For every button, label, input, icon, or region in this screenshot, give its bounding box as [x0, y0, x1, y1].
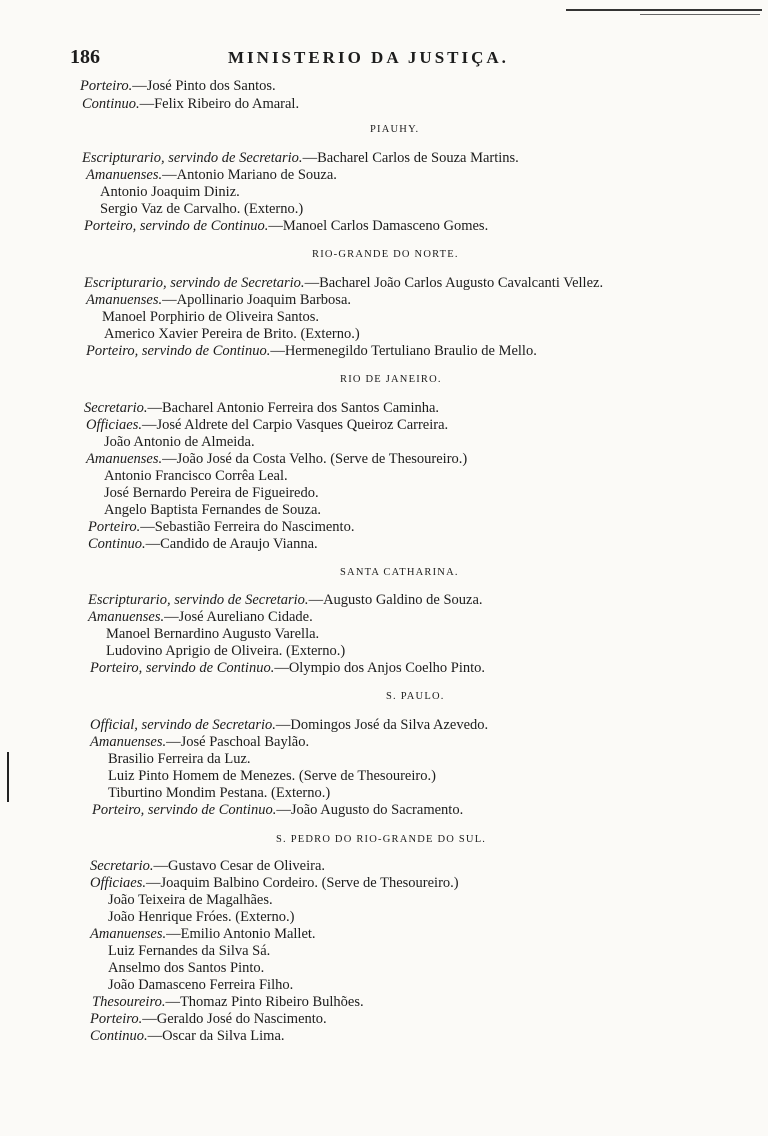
entry-text: —João Augusto do Sacramento. — [276, 802, 464, 818]
entry-role: Amanuenses. — [86, 292, 163, 308]
entry-text: —Bacharel Antonio Ferreira dos Santos Caminha. — [147, 400, 440, 416]
entry-line — [106, 643, 345, 659]
entry-role: Secretario. — [84, 400, 148, 416]
entry-line — [88, 536, 318, 552]
entry-text: —Geraldo José do Nascimento. — [142, 1011, 327, 1027]
entry-text: Antonio Francisco Corrêa Leal. — [104, 468, 288, 484]
entry-line — [88, 519, 354, 535]
entry-line — [104, 468, 288, 484]
entry-role: Amanuenses. — [90, 734, 167, 750]
entry-text: —José Aldrete del Carpio Vasques Queiroz Carreira. — [141, 417, 449, 433]
entry-line — [90, 734, 309, 750]
entry-role: Porteiro. — [88, 519, 141, 535]
entry-role: Continuo. — [88, 536, 146, 552]
entry-text: —Bacharel João Carlos Augusto Cavalcanti Vellez. — [304, 275, 604, 291]
entry-text: João Antonio de Almeida. — [104, 434, 255, 450]
margin-mark — [7, 752, 9, 802]
entry-text: —José Aureliano Cidade. — [164, 609, 313, 625]
section-title: RIO DE JANEIRO. — [340, 374, 442, 385]
entry-role: Amanuenses. — [90, 926, 167, 942]
entry-line — [108, 909, 294, 925]
section-title: SANTA CATHARINA. — [340, 567, 459, 578]
entry-line — [108, 892, 273, 908]
entry-line — [92, 802, 463, 818]
entry-role: Porteiro. — [80, 78, 133, 94]
entry-text: Sergio Vaz de Carvalho. (Externo.) — [100, 201, 304, 217]
entry-role: Official, servindo de Secretario. — [90, 717, 276, 733]
entry-text: Luiz Fernandes da Silva Sá. — [108, 943, 271, 959]
entry-text: Antonio Joaquim Diniz. — [100, 184, 240, 200]
entry-text: Manoel Bernardino Augusto Varella. — [106, 626, 320, 642]
entry-text: —Candido de Araujo Vianna. — [145, 536, 318, 552]
entry-line — [90, 1028, 285, 1044]
entry-text: —Augusto Galdino de Souza. — [308, 592, 483, 608]
entry-text: Angelo Baptista Fernandes de Souza. — [104, 502, 322, 518]
entry-text: Brasilio Ferreira da Luz. — [108, 751, 251, 767]
entry-line — [102, 309, 319, 325]
entry-role: Officiaes. — [86, 417, 142, 433]
entry-line — [84, 275, 603, 291]
entry-line — [90, 858, 325, 874]
entry-line — [86, 451, 467, 467]
entry-line — [104, 434, 255, 450]
entry-line — [90, 926, 316, 942]
entry-line — [86, 292, 351, 308]
entry-text: —Joaquim Balbino Cordeiro. (Serve de Thesoureiro.) — [145, 875, 459, 891]
entry-role: Amanuenses. — [86, 167, 163, 183]
entry-text: Ludovino Aprigio de Oliveira. (Externo.) — [106, 643, 346, 659]
entry-text: José Bernardo Pereira de Figueiredo. — [104, 485, 319, 501]
entry-role: Porteiro, servindo de Continuo. — [84, 218, 269, 234]
entry-text: —José Pinto dos Santos. — [132, 78, 276, 94]
entry-role: Porteiro, servindo de Continuo. — [92, 802, 277, 818]
entry-line — [108, 977, 293, 993]
top-rule-secondary — [640, 14, 760, 15]
entry-text: —Hermenegildo Tertuliano Braulio de Mello. — [270, 343, 537, 359]
entry-line — [86, 343, 537, 359]
entry-line — [84, 400, 439, 416]
entry-role: Thesoureiro. — [92, 994, 166, 1010]
entry-line — [108, 768, 436, 784]
entry-text: —Felix Ribeiro do Amaral. — [139, 96, 300, 112]
entry-line — [104, 485, 319, 501]
entry-role: Amanuenses. — [88, 609, 165, 625]
entry-text: —Domingos José da Silva Azevedo. — [275, 717, 489, 733]
entry-text: Americo Xavier Pereira de Brito. (Externo.) — [104, 326, 360, 342]
entry-role: Continuo. — [82, 96, 140, 112]
section-title: S. PEDRO DO RIO-GRANDE DO SUL. — [276, 834, 487, 845]
entry-line — [104, 502, 321, 518]
entry-line — [86, 167, 337, 183]
entry-line — [90, 660, 485, 676]
entry-role: Porteiro, servindo de Continuo. — [86, 343, 271, 359]
entry-line — [108, 943, 270, 959]
entry-text: —Manoel Carlos Damasceno Gomes. — [268, 218, 489, 234]
entry-line — [90, 875, 459, 891]
entry-text: —Thomaz Pinto Ribeiro Bulhões. — [165, 994, 364, 1010]
entry-line — [108, 785, 330, 801]
entry-role: Continuo. — [90, 1028, 148, 1044]
top-rule — [566, 9, 762, 11]
section-title: PIAUHY. — [370, 124, 420, 135]
entry-role: Porteiro. — [90, 1011, 143, 1027]
entry-text: —Oscar da Silva Lima. — [147, 1028, 285, 1044]
running-head: MINISTERIO DA JUSTIÇA. — [228, 48, 509, 67]
entry-line — [90, 717, 488, 733]
entry-text: —Sebastião Ferreira do Nascimento. — [140, 519, 355, 535]
entry-text: —Antonio Mariano de Souza. — [162, 167, 337, 183]
entry-text: —Olympio dos Anjos Coelho Pinto. — [274, 660, 486, 676]
entry-text: Manoel Porphirio de Oliveira Santos. — [102, 309, 320, 325]
entry-text: João Henrique Fróes. (Externo.) — [108, 909, 295, 925]
entry-line — [108, 751, 251, 767]
entry-text: —João José da Costa Velho. (Serve de Thesoureiro.) — [162, 451, 468, 467]
entry-line — [100, 184, 240, 200]
entry-line — [86, 417, 448, 433]
entry-text: Anselmo dos Santos Pinto. — [108, 960, 265, 976]
entry-text: —Emilio Antonio Mallet. — [166, 926, 316, 942]
entry-line — [106, 626, 319, 642]
entry-line — [88, 609, 313, 625]
entry-role: Secretario. — [90, 858, 154, 874]
entry-role: Amanuenses. — [86, 451, 163, 467]
entry-text: —Gustavo Cesar de Oliveira. — [153, 858, 326, 874]
entry-role: Officiaes. — [90, 875, 146, 891]
entry-line — [92, 994, 364, 1010]
entry-text: João Damasceno Ferreira Filho. — [108, 977, 294, 993]
entry-role: Escripturario, servindo de Secretario. — [84, 275, 305, 291]
entry-line — [80, 78, 276, 94]
entry-line — [82, 150, 519, 166]
entry-text: Luiz Pinto Homem de Menezes. (Serve de Thesoureiro.) — [108, 768, 436, 784]
section-title: RIO-GRANDE DO NORTE. — [312, 249, 459, 260]
entry-line — [104, 326, 360, 342]
entry-text: —José Paschoal Baylão. — [166, 734, 310, 750]
entry-role: Porteiro, servindo de Continuo. — [90, 660, 275, 676]
entry-text: —Apollinario Joaquim Barbosa. — [162, 292, 352, 308]
entry-line — [100, 201, 303, 217]
entry-line — [108, 960, 264, 976]
entry-text: Tiburtino Mondim Pestana. (Externo.) — [108, 785, 331, 801]
entry-role: Escripturario, servindo de Secretario. — [88, 592, 309, 608]
entry-line — [90, 1011, 327, 1027]
section-title: S. PAULO. — [386, 691, 445, 702]
entry-text: —Bacharel Carlos de Souza Martins. — [302, 150, 519, 166]
entry-line — [84, 218, 488, 234]
entry-line — [88, 592, 483, 608]
page-number: 186 — [70, 46, 100, 68]
entry-text: João Teixeira de Magalhães. — [108, 892, 273, 908]
entry-role: Escripturario, servindo de Secretario. — [82, 150, 303, 166]
entry-line — [82, 96, 299, 112]
